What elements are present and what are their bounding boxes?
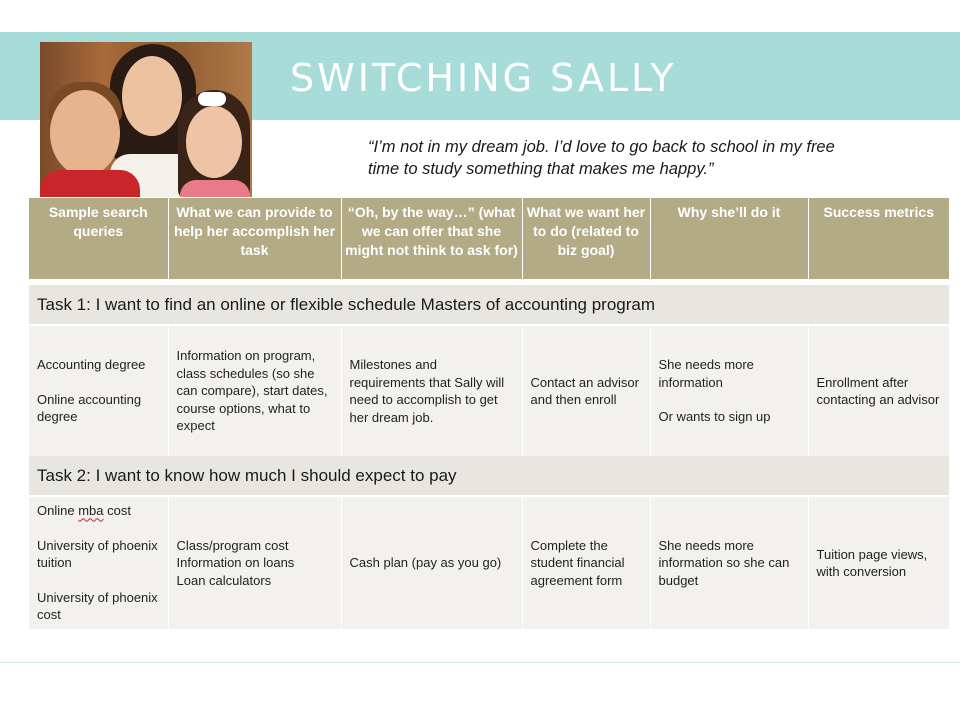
table-row	[29, 496, 949, 629]
task-1-want: Contact an advisor and then enroll	[522, 325, 650, 456]
header-by-the-way: “Oh, by the way…” (what we can offer that she might not think to ask for)	[341, 198, 522, 279]
why-item: Or wants to sign up	[658, 409, 771, 425]
query-item: University of phoenix tuition	[37, 537, 158, 571]
query-item: Accounting degree	[37, 357, 146, 373]
task-1-provide: Information on program, class schedules (so she can compare), start dates, course options, what to expect	[168, 325, 341, 456]
header-search-queries: Sample search queries	[29, 198, 168, 279]
slide-title: SWITCHING SALLY	[290, 56, 677, 100]
table-row	[29, 325, 949, 456]
task-1-metrics: Enrollment after contacting an advisor	[808, 325, 949, 456]
header-why: Why she’ll do it	[650, 198, 808, 279]
provide-item: Loan calculators	[176, 572, 272, 588]
query-item	[37, 502, 160, 520]
persona-quote: “I’m not in my dream job. I’d love to go back to school in my free time to study something that makes me happy.”	[368, 138, 835, 178]
task-2-why: She needs more information so she can budget	[650, 496, 808, 629]
task-2-title: Task 2: I want to know how much I should expect to pay	[29, 456, 949, 496]
task-2-provide	[168, 496, 341, 629]
task-row	[29, 456, 949, 496]
header-what-we-want: What we want her to do (related to biz goal)	[522, 198, 650, 279]
query-item: University of phoenix cost	[37, 589, 158, 623]
task-2-by-the-way: Cash plan (pay as you go)	[341, 496, 522, 629]
task-2-queries	[29, 496, 168, 629]
spellcheck-underline: mba	[78, 503, 104, 519]
task-2-metrics: Tuition page views, with conversion	[808, 496, 949, 629]
task-1-queries	[29, 325, 168, 456]
task-row	[29, 285, 949, 325]
task-2-want: Complete the student financial agreement form	[522, 496, 650, 629]
header-success-metrics: Success metrics	[808, 198, 949, 279]
persona-photo	[40, 42, 252, 197]
provide-item: Class/program cost	[176, 537, 289, 553]
query-item-text: Online mba cost	[37, 503, 131, 519]
provide-item: Information on loans	[176, 555, 295, 571]
task-table	[29, 198, 949, 629]
table-header-row	[29, 198, 949, 279]
task-1-why	[650, 325, 808, 456]
query-item: Online accounting degree	[37, 391, 142, 425]
task-1-title: Task 1: I want to find an online or flexible schedule Masters of accounting program	[29, 285, 949, 325]
header-what-we-provide: What we can provide to help her accomplish her task	[168, 198, 341, 279]
footer-divider	[0, 662, 960, 663]
why-item: She needs more information	[658, 357, 754, 390]
task-1-by-the-way: Milestones and requirements that Sally will need to accomplish to get her dream job.	[341, 325, 522, 456]
